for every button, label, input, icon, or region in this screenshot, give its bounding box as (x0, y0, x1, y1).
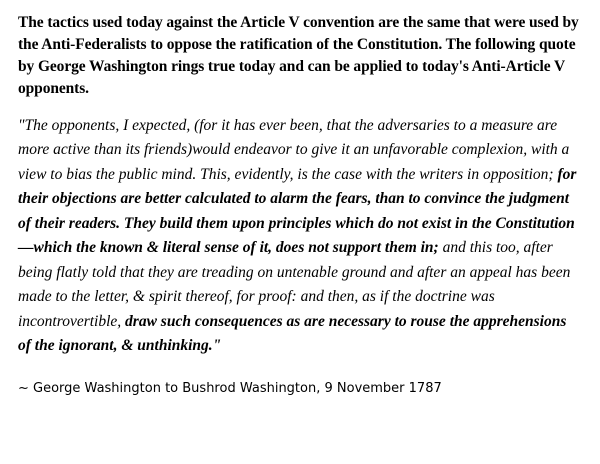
quote-part-2: and this too, after being flatly told that they are treading on untenable ground and after an appeal has been made to the letter, & spirit thereof, for proof: and then, as if the doctrine was incontrovertible, (18, 239, 571, 330)
intro-paragraph: The tactics used today against the Article V convention are the same that were used by the Anti-Federalists to oppose the ratification of the Constitution. The following quote by George Washington rings true today and can be applied to today's Anti-Article V opponents. (18, 14, 579, 97)
quote-attribution: ~ George Washington to Bushrod Washington, 9 November 1787 (18, 380, 442, 396)
quote-emphasis-1: for their objections are better calculated to alarm the fears, than to convince the judgment of their readers. They build them upon principles which do not exist in the Constitution—which the known & literal sense of it, does not support them in; (18, 165, 577, 257)
quote-emphasis-2: draw such consequences as are necessary to rouse the apprehensions of the ignorant, & unthinking." (18, 312, 567, 355)
quote-paragraph (18, 114, 582, 359)
quote-part-1: "The opponents, I expected, (for it has ever been, that the adversaries to a measure are more active than its friends)would endeavor to give it an unfavorable complexion, with a view to bias the public mind. This, evidently, is the case with the writers in opposition; (18, 117, 570, 183)
